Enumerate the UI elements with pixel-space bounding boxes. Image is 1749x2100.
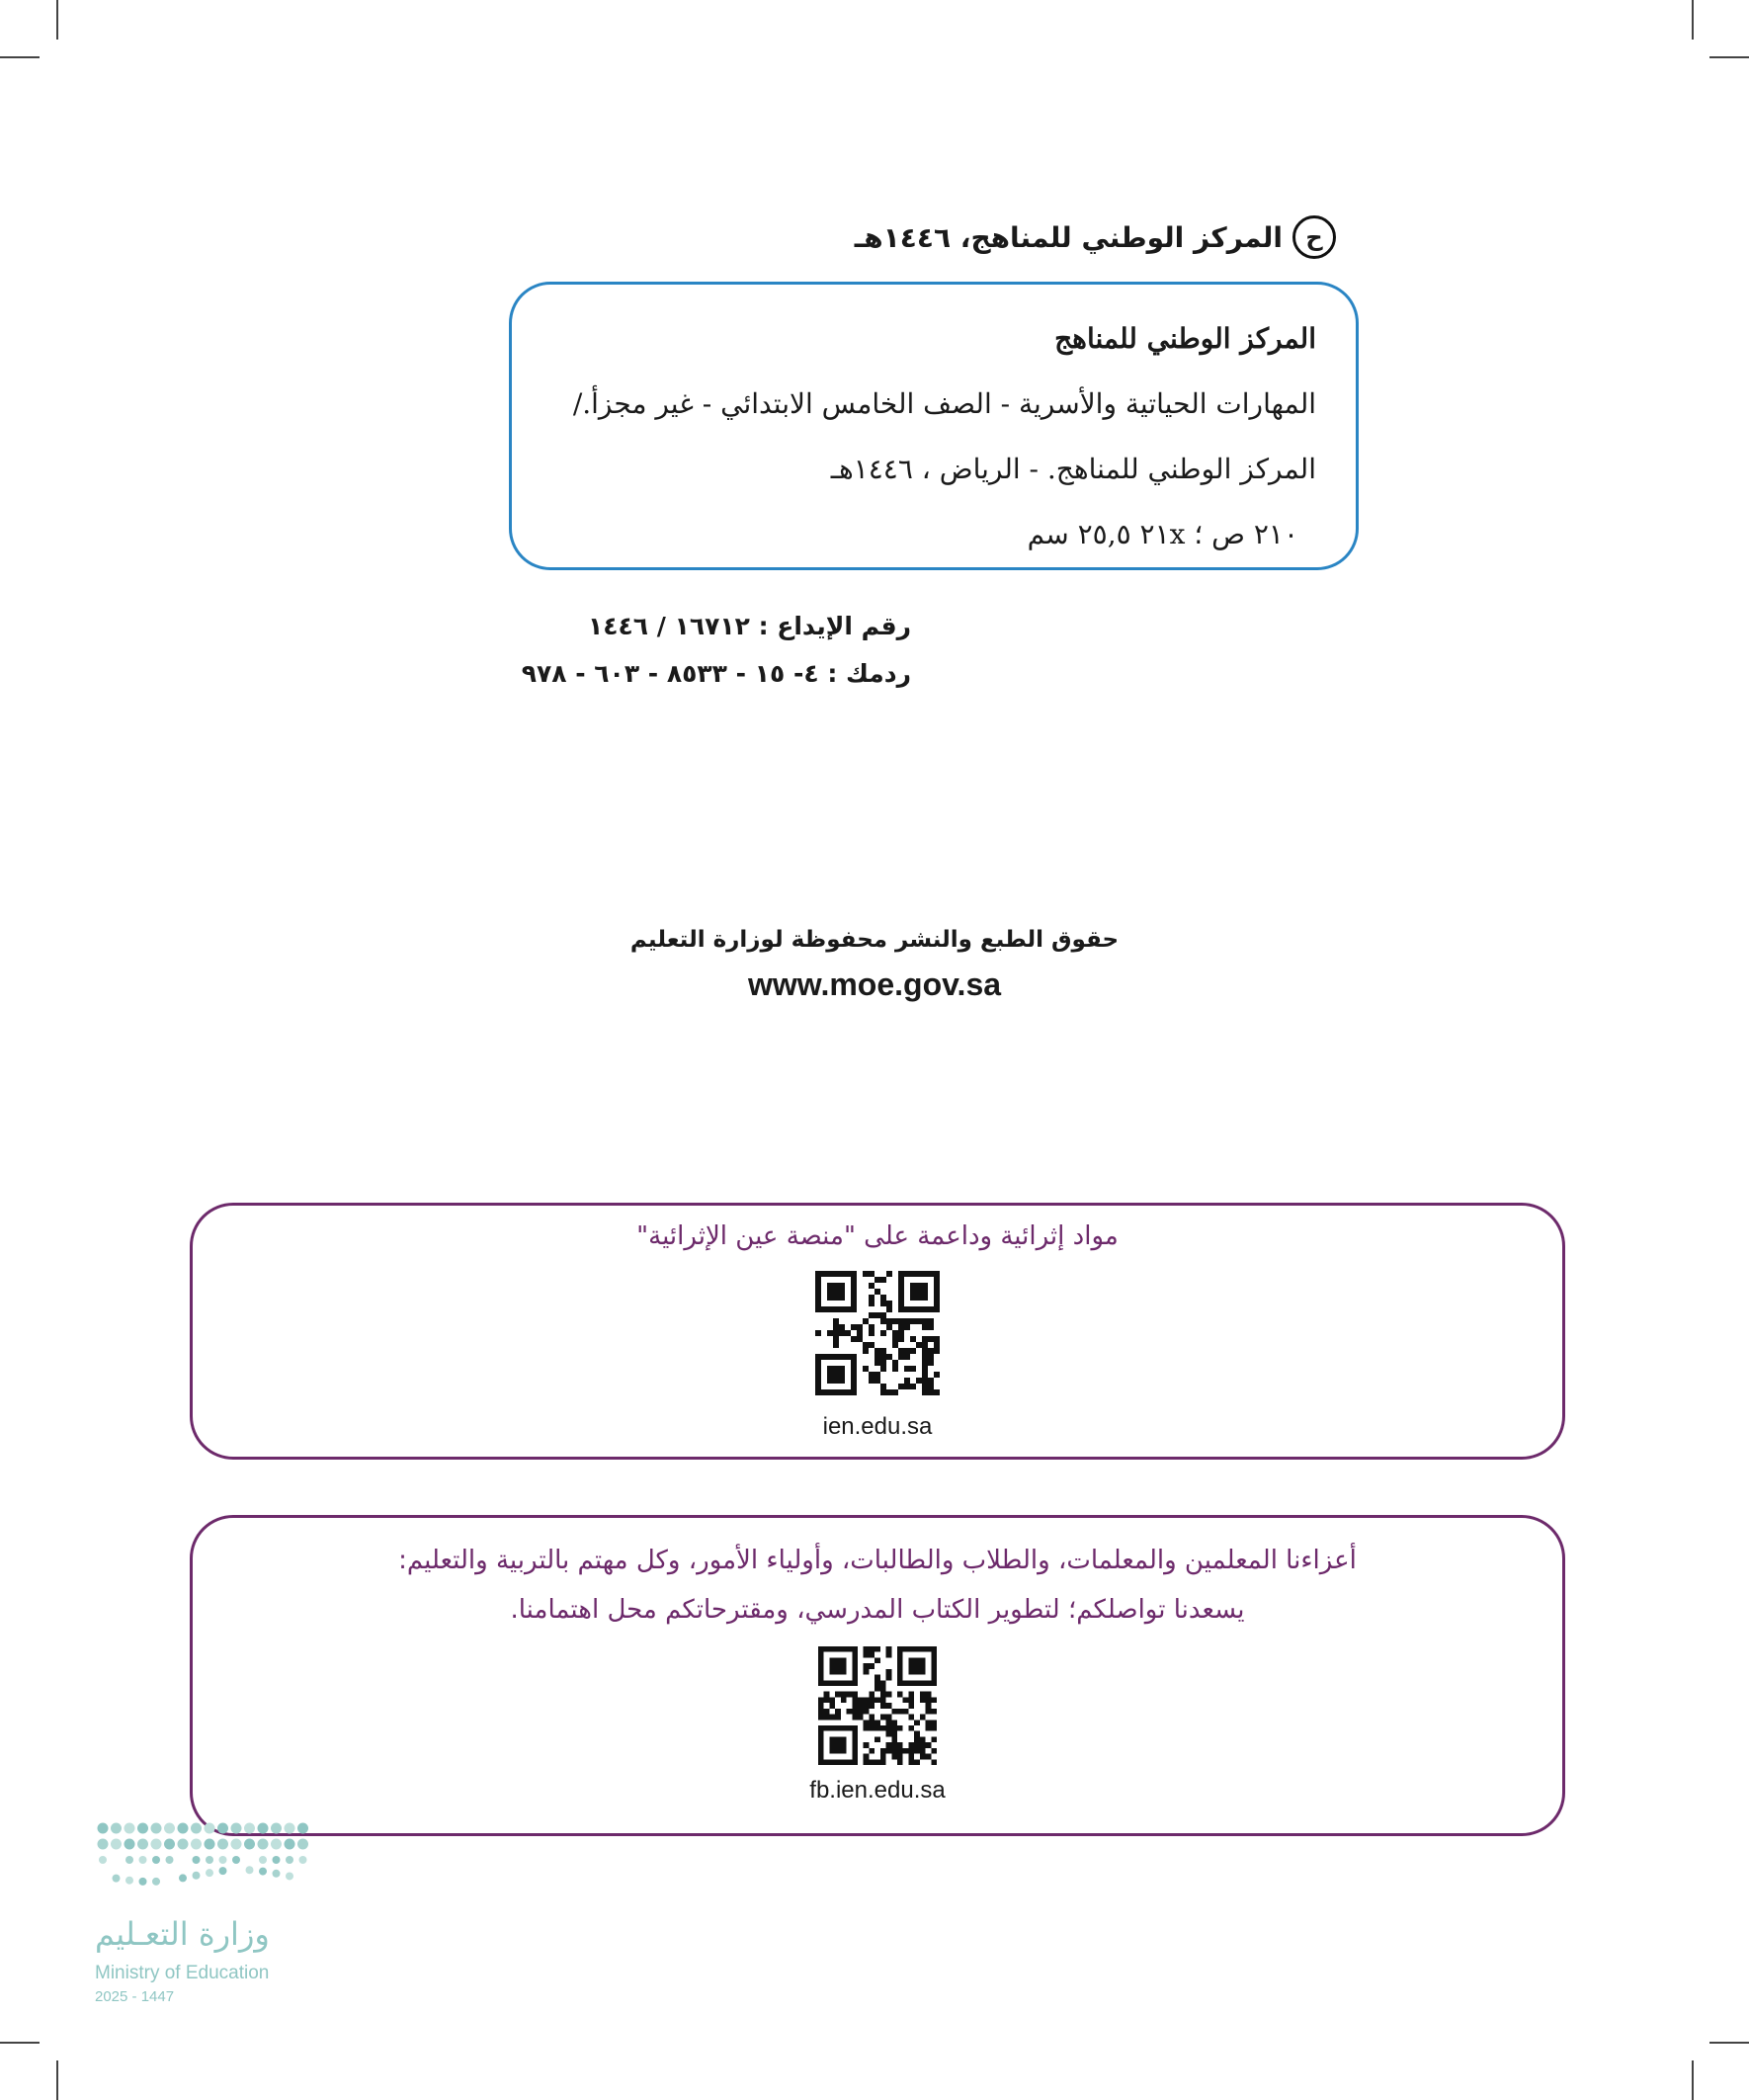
website-link[interactable]: www.moe.gov.sa bbox=[747, 966, 1002, 1002]
cataloging-box bbox=[509, 282, 1359, 570]
copyright-line bbox=[855, 215, 1336, 259]
copyright-text: المركز الوطني للمناهج، ١٤٤٦هـ bbox=[854, 220, 1283, 254]
crop-mark bbox=[0, 2042, 40, 2044]
crop-mark bbox=[1692, 2060, 1694, 2100]
deposit-number: رقم الإيداع : ١٦٧١٢ / ١٤٤٦ bbox=[587, 612, 911, 640]
crop-mark bbox=[1692, 0, 1694, 40]
catalog-title: المهارات الحياتية والأسرية - الصف الخامس الابتدائي - غير مجزأ./ bbox=[572, 387, 1316, 420]
catalog-publisher: المركز الوطني للمناهج. - الرياض ، ١٤٤٦هـ bbox=[830, 453, 1316, 485]
rights-block bbox=[0, 927, 1749, 1003]
ien-caption: مواد إثرائية وداعمة على "منصة عين الإثرائية" bbox=[636, 1221, 1119, 1251]
crop-mark bbox=[1709, 2042, 1749, 2044]
feedback-greeting: أعزاءنا المعلمين والمعلمات، والطلاب والطالبات، وأولياء الأمور، وكل مهتم بالتربية والتعليم: bbox=[398, 1546, 1357, 1575]
crop-mark bbox=[1709, 56, 1749, 58]
logo-arabic-name: وزارة التعـليم bbox=[95, 1915, 270, 1953]
logo-dots-icon bbox=[95, 1818, 312, 1897]
ien-platform-box bbox=[190, 1203, 1565, 1460]
copyright-symbol: ح bbox=[1292, 215, 1336, 259]
catalog-author: المركز الوطني للمناهج bbox=[1054, 322, 1316, 355]
catalog-pages: ٢١٠ ص ؛ ٢١x ٢٥,٥ سم bbox=[1027, 518, 1298, 550]
feedback-url[interactable]: fb.ien.edu.sa bbox=[809, 1777, 946, 1804]
rights-text: حقوق الطبع والنشر محفوظة لوزارة التعليم bbox=[629, 927, 1120, 953]
qr-code-icon[interactable] bbox=[818, 1646, 937, 1765]
ien-url[interactable]: ien.edu.sa bbox=[822, 1413, 933, 1440]
deposit-info bbox=[522, 603, 911, 698]
feedback-message: يسعدنا تواصلكم؛ لتطوير الكتاب المدرسي، ومقترحاتكم محل اهتمامنا. bbox=[510, 1595, 1245, 1625]
logo-year: 2025 - 1447 bbox=[95, 1988, 175, 2005]
qr-code-icon[interactable] bbox=[815, 1271, 940, 1395]
logo-english-name: Ministry of Education bbox=[95, 1963, 270, 1983]
ministry-logo bbox=[95, 1818, 332, 2016]
feedback-box bbox=[190, 1515, 1565, 1836]
crop-mark bbox=[56, 0, 58, 40]
crop-mark bbox=[56, 2060, 58, 2100]
crop-mark bbox=[0, 56, 40, 58]
isbn: ردمك : ٤- ١٥ - ٨٥٣٣ - ٦٠٣ - ٩٧٨ bbox=[521, 659, 911, 688]
